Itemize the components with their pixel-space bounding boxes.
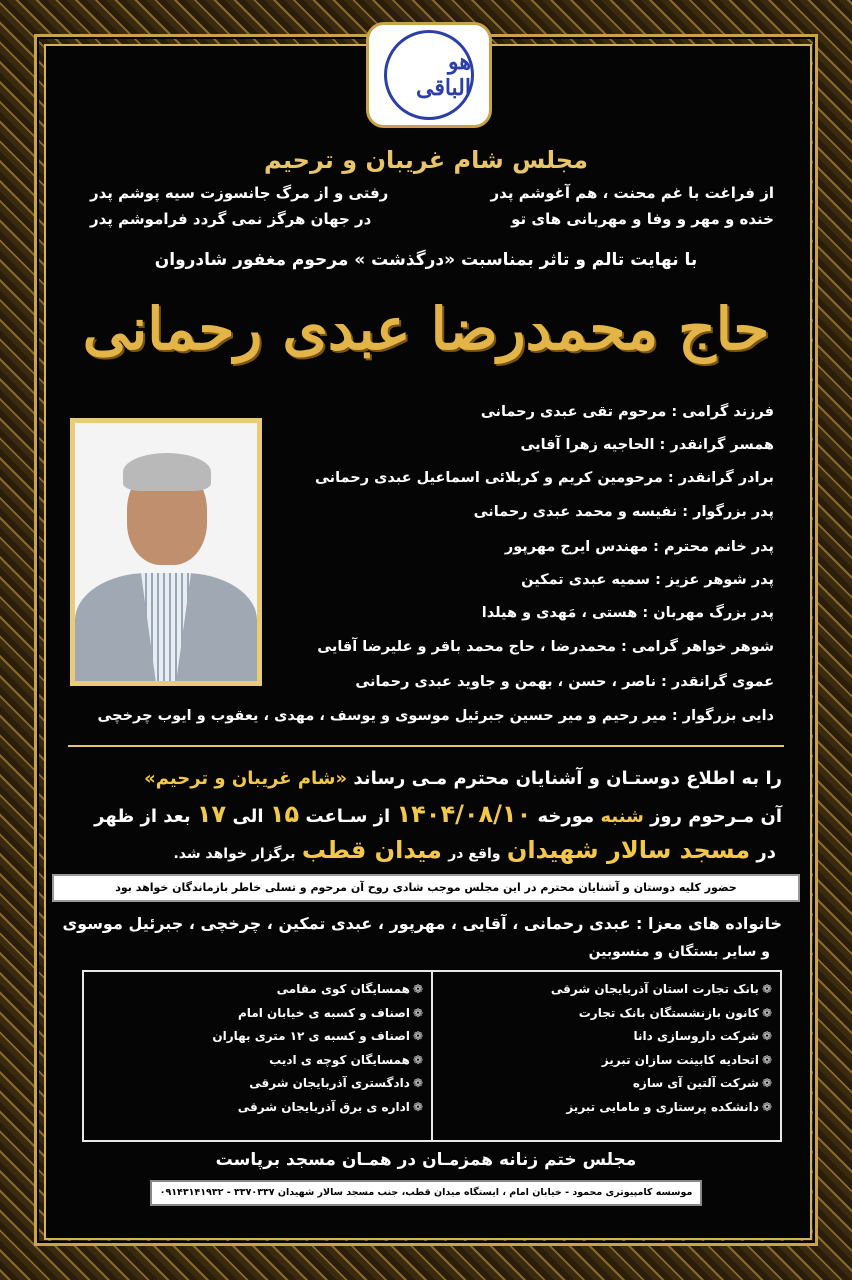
relation-line: شوهر خواهر گرامی : محمدرضا ، حاج محمد باقر و علیرضا آقایی [317,639,774,655]
relation-line: برادر گرانقدر : مرحومین کریم و کربلائی اسماعیل عبدی رحمانی [315,470,774,486]
logo-text: هو الباقی [415,49,471,101]
announcement-mosque: مسجد سالار شهیدان [506,836,751,864]
bereaved-families: خانواده های معزا : عبدی رحمانی ، آقایی ، مهرپور ، عبدی تمکین ، چرخچی ، جبرئیل موسوی [62,914,782,933]
relation-line: عموی گرانقدر : ناصر ، حسن ، بهمن و جاوید عبدی رحمانی [355,674,774,690]
poem-left-2: در جهان هرگز نمی گردد فراموشم پدر [90,210,372,228]
footer-credits: موسسه کامپیوتری محمود - خیابان امام ، ایستگاه میدان قطب، جنب مسجد سالار شهیدان ۳۳۷۰۳۳۷ - ۰۹۱۴۳۱۴۱۹۳۲ [150,1180,702,1206]
announcement-text: آن مـرحوم روز [650,806,782,827]
ceremony-title: مجلس شام غریبان و ترحیم [264,146,588,174]
relation-line: پدر بزرگوار : نفیسه و محمد عبدی رحمانی [473,504,774,520]
announcement-line-3 [173,836,776,864]
condolence-item: ❁ اصناف و کسبه ی ۱۲ متری بهاران [92,1025,423,1049]
announcement-text: در [756,842,776,863]
relation-line: پدر شوهر عزیز : سمیه عبدی تمکین [521,572,774,588]
portrait-hair [123,453,211,491]
condolence-item: ❁ اتحادیه کابینت سازان تبریز [441,1049,772,1073]
announcement-time-from: ۱۵ [269,800,300,828]
intro-line: با نهایت تالم و تاثر بمناسبت «درگذشت » مرحوم مغفور شادروان [154,250,698,270]
logo-ring [384,30,474,120]
condolence-item: ❁ کانون بازنشستگان بانک تجارت [441,1002,772,1026]
deceased-name: حاج محمدرضا عبدی رحمانی [82,295,770,363]
announcement-line-1 [144,768,782,789]
condolence-item: ❁ بانک تجارت استان آذربایجان شرقی [441,978,772,1002]
condolence-item: ❁ شرکت داروسازی دانا [441,1025,772,1049]
announcement-text: مورخه [537,806,595,827]
deceased-photo [70,418,262,686]
relation-line: پدر بزرگ مهربان : هستی ، مَهدی و هیلدا [481,605,774,621]
announcement-text: بعد از ظهر [94,806,191,827]
relation-line: پدر خانم محترم : مهندس ایرج مهرپور [504,539,774,555]
women-ceremony: مجلس ختم زنانه همزمـان در همـان مسجد برپاست [215,1150,637,1170]
calligraphy-logo [366,22,492,128]
condolence-column-right [433,972,780,1140]
condolence-item: ❁ اصناف و کسبه ی خیابان امام [92,1002,423,1026]
announcement-time-to: ۱۷ [196,800,227,828]
condolence-column-left [84,972,433,1140]
section-divider [68,745,784,747]
relation-line: دایی بزرگوار : میر رحیم و میر حسین جبرئیل موسوی و یوسف ، مهدی ، یعقوب و ایوب چرخچی [97,708,774,724]
relation-line: فرزند گرامی : مرحوم تقی عبدی رحمانی [480,404,774,420]
poem-left-1: رفتی و از مرگ جانسوزت سیه پوشم پدر [90,184,389,202]
attendance-note: حضور کلیه دوستان و آشنایان محترم در این مجلس موجب شادی روح آن مرحوم و تسلی خاطر بازماندگان خواهد بود [52,874,800,902]
announcement-text: برگزار خواهد شد. [173,846,296,862]
announcement-text: را به اطلاع دوستـان و آشنایان محترم مـی رساند [353,768,782,789]
condolence-box [82,970,782,1142]
announcement-date: ۱۴۰۴/۰۸/۱۰ [396,800,532,828]
condolence-item: ❁ همسایگان کوی مقامی [92,978,423,1002]
condolence-item: ❁ شرکت آلتین آی سازه [441,1072,772,1096]
relation-line: همسر گرانقدر : الحاجیه زهرا آقایی [520,437,774,453]
announcement-day: شنبه [600,806,644,827]
condolence-item: ❁ دانشکده پرستاری و مامایی تبریز [441,1096,772,1120]
condolence-item: ❁ همسایگان کوچه ی ادیب [92,1049,423,1073]
announcement-line-2 [94,800,782,828]
poem-right-1: از فراغت با غم محنت ، هم آغوشم پدر [490,184,774,202]
bereaved-families-2: و سایر بستگان و منسوبین [588,944,770,960]
condolence-item: ❁ دادگستری آذربایجان شرقی [92,1072,423,1096]
announcement-text: از سـاعت [305,806,391,827]
announcement-highlight: «شام غریبان و ترحیم» [144,768,348,789]
portrait [75,423,257,681]
announcement-place: میدان قطب [301,836,442,864]
poem-right-2: خنده و مهر و وفا و مهربانی های تو [511,210,774,228]
announcement-text: واقع در [448,846,501,862]
announcement-text: الی [232,806,264,827]
condolence-item: ❁ اداره ی برق آذربایجان شرقی [92,1096,423,1120]
